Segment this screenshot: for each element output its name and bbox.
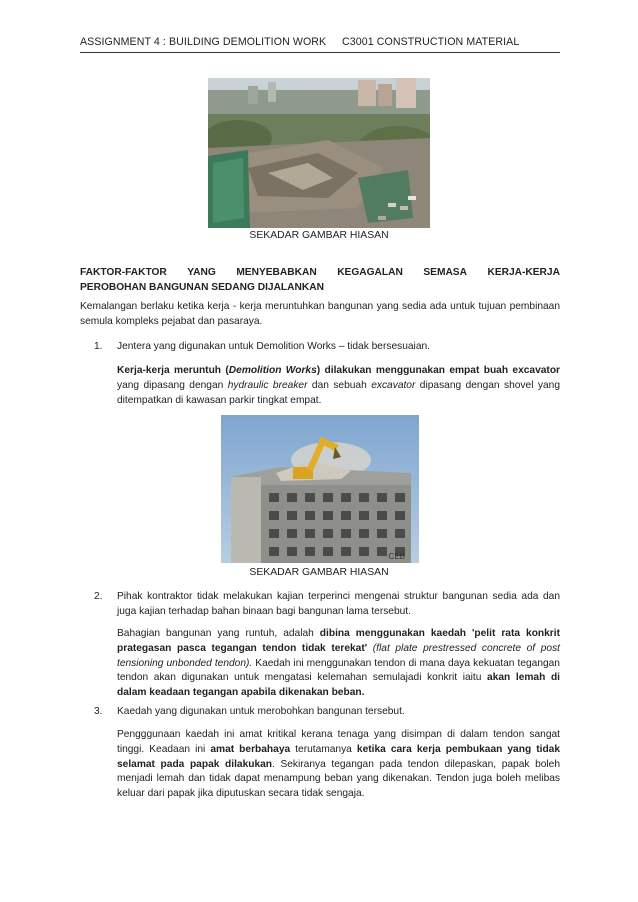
text-run: Pengggunaan kaedah ini amat kritikal kerana tenaga yang disimpan di dalam tendon sangat tinggi. Keadaan ini — [117, 729, 560, 755]
heading-word: MENYEBABKAN — [236, 267, 317, 278]
heading-line2: PEROBOHAN BANGUNAN SEDANG DIJALANKAN — [80, 281, 324, 293]
text-run: terutamanya — [290, 743, 357, 755]
section-heading — [80, 266, 560, 296]
header-left: ASSIGNMENT 4 : BUILDING DEMOLITION WORK — [80, 36, 327, 48]
bold-text: dibina menggunakan kaedah 'pelit rata konkrit prategasan pasca tegangan tendon tidak terekat' — [117, 628, 560, 654]
text-run: dan sebuah — [307, 379, 372, 391]
text-run: Bahagian bangunan yang runtuh, adalah — [117, 628, 320, 639]
italic-text: (flat plate prestressed concrete of post tensioning unbonded tendon). — [117, 642, 560, 669]
item3-detail-paragraph — [117, 728, 560, 802]
item-text: Kaedah yang digunakan untuk merobohkan bangunan tersebut. — [117, 706, 405, 717]
heading-word: SEMASA — [423, 267, 467, 278]
text-run: . Sekiranya tegangan pada tendon dilepaskan, papak boleh menjadi lemah dan tidak dapat menampung beban yang dikenakan. Tendon juga boleh melibas keluar dari papak jika diputuskan secara tidak sengaja. — [117, 758, 560, 800]
item-number: 1. — [94, 341, 103, 352]
figure1-caption: SEKADAR GAMBAR HIASAN — [249, 230, 389, 241]
collapse-photo — [208, 78, 430, 228]
heading-word: YANG — [187, 267, 216, 278]
bold-text: ketika cara kerja pembukaan yang tidak selamat pada papak dilakukan — [117, 743, 560, 770]
bold-text: Kerja-kerja meruntuh ( — [117, 365, 229, 376]
text-run: dipasang dengan shovel yang ditempatkan di kawasan parkir tingkat empat. — [117, 379, 560, 406]
excavator-demolition-photo — [221, 415, 419, 563]
bold-text: akan lemah di dalam keadaan tegangan apabila dikenakan beban. — [117, 672, 560, 699]
item1-detail-paragraph — [117, 364, 560, 408]
heading-line1 — [80, 266, 560, 281]
header-right: C3001 CONSTRUCTION MATERIAL — [342, 36, 520, 48]
text-run: yang dipasang dengan — [117, 379, 228, 391]
text-run: Kaedah ini menggunakan tendon di mana daya kekuatan tegangan tendon akan digunakan untuk mengatasi kelemahan semulajadi konkrit iaitu — [117, 657, 560, 684]
figure2-caption: SEKADAR GAMBAR HIASAN — [249, 567, 389, 578]
italic-text: Demolition Works — [228, 365, 317, 376]
item-text: Pihak kontraktor tidak melakukan kajian terperinci mengenai struktur bangunan sedia ada dan juga kajian terhadap bahan binaan bagi bangunan lama tersebut. — [117, 591, 560, 617]
item-number: 2. — [94, 591, 103, 602]
bold-text: amat berbahaya — [210, 743, 291, 755]
bold-text: ) dilakukan menggunakan empat buah excavator — [316, 365, 561, 376]
item-number: 3. — [94, 706, 103, 717]
watermark-text: CEB — [388, 552, 405, 561]
heading-word: KERJA-KERJA — [487, 267, 560, 278]
italic-text: excavator — [371, 379, 416, 391]
intro-paragraph: Kemalangan berlaku ketika kerja - kerja meruntuhkan bangunan yang sedia ada untuk tujuan pembinaan semula kompleks pejabat dan pasaraya. — [80, 301, 560, 327]
heading-word: KEGAGALAN — [337, 267, 403, 278]
page-header — [80, 35, 560, 53]
item-text: Jentera yang digunakan untuk Demolition Works – tidak bersesuaian. — [117, 341, 430, 352]
heading-word: FAKTOR-FAKTOR — [80, 267, 167, 278]
italic-text: hydraulic breaker — [227, 379, 308, 391]
item2-detail-paragraph — [117, 627, 560, 701]
